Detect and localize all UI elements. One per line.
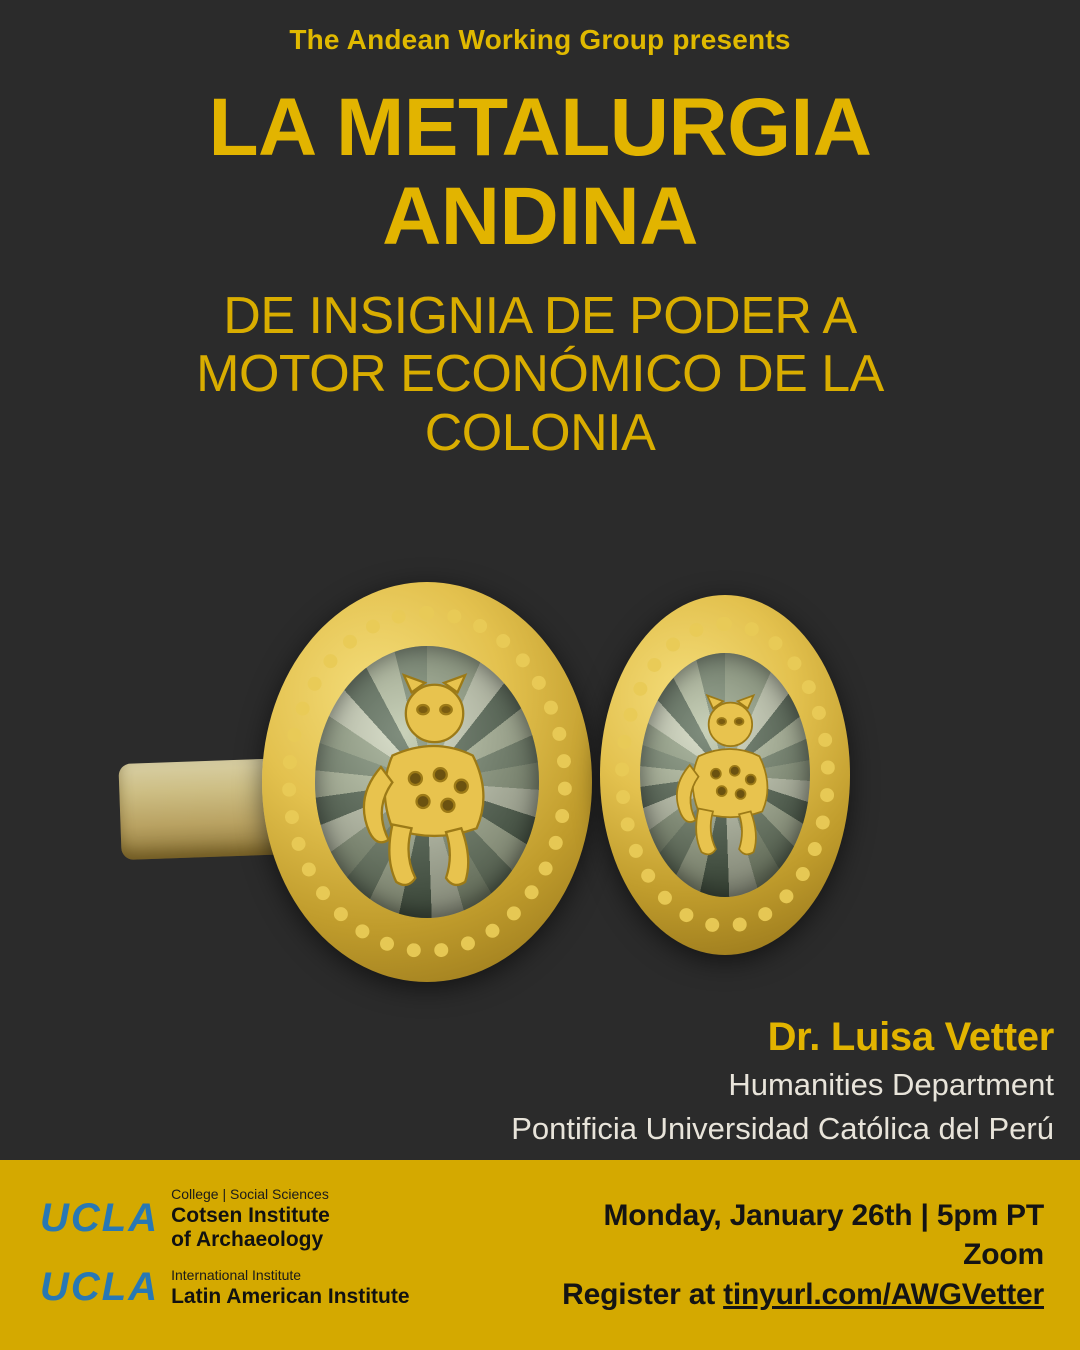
subtitle-line-1: DE INSIGNIA DE PODER A [223, 287, 857, 346]
feline-figure-icon [335, 654, 526, 926]
speaker-institution: Pontificia Universidad Católica del Perú [511, 1110, 1054, 1146]
lai-logo-line1: Latin American Institute [171, 1284, 410, 1308]
registration-link[interactable]: tinyurl.com/AWGVetter [723, 1277, 1044, 1311]
event-details [470, 1196, 1080, 1315]
lai-logo-text [171, 1267, 409, 1309]
register-prefix: Register at [562, 1277, 724, 1311]
ucla-wordmark-icon: UCLA [40, 1196, 160, 1240]
latin-american-institute-logo [40, 1265, 470, 1310]
page-title [0, 56, 1080, 261]
cotsen-institute-logo [40, 1186, 470, 1252]
registration-line [470, 1275, 1044, 1315]
feline-figure-icon [655, 660, 800, 905]
tupu-disc-right [600, 595, 850, 955]
speaker-department: Humanities Department [728, 1067, 1054, 1102]
presenter-line: The Andean Working Group presents [289, 24, 791, 55]
cotsen-logo-line1: Cotsen Institute [171, 1203, 330, 1227]
subtitle-line-3: COLONIA [424, 403, 656, 462]
footer-bar [0, 1160, 1080, 1350]
ucla-wordmark-icon: UCLA [40, 1265, 160, 1310]
event-date: Monday, January 26th | 5pm PT [603, 1198, 1044, 1232]
tupu-disc-left [262, 582, 592, 982]
title-line-1: LA METALURGIA [208, 82, 872, 173]
subtitle-line-2: MOTOR ECONÓMICO DE LA [196, 345, 884, 404]
event-platform: Zoom [963, 1238, 1044, 1272]
cotsen-logo-line2: of Archaeology [171, 1227, 324, 1251]
lai-logo-subline: International Institute [171, 1266, 302, 1283]
title-line-2: ANDINA [382, 170, 698, 262]
cotsen-logo-subline: College | Social Sciences [171, 1185, 329, 1202]
logo-group [0, 1186, 470, 1325]
speaker-block [314, 1015, 1054, 1148]
speaker-name: Dr. Luisa Vetter [767, 1015, 1054, 1059]
page-subtitle [0, 261, 1080, 462]
cotsen-logo-text [171, 1186, 330, 1252]
